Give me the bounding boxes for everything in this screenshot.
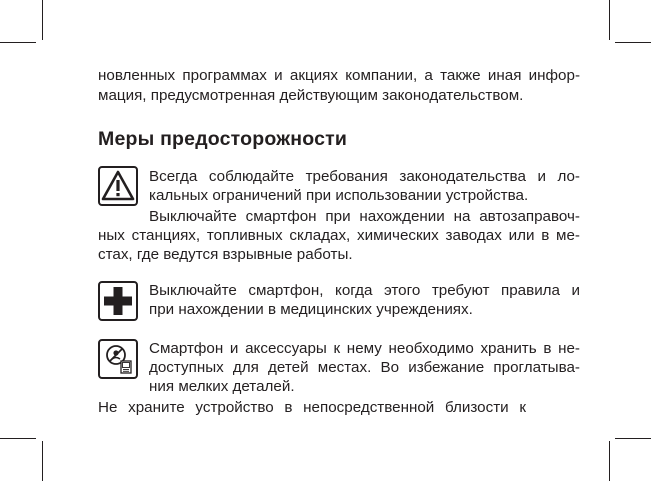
body-text-line: мация, предусмотренная действующим законодательством.: [98, 87, 524, 104]
crop-mark: [609, 0, 610, 40]
crop-mark: [42, 0, 43, 40]
medical-text-line: Выключайте смартфон, когда этого требуют правила и: [149, 282, 580, 299]
medical-cross-icon: [98, 281, 138, 321]
children-text-line: ния мелких деталей.: [149, 378, 295, 395]
children-text-line: доступных для детей местах. Во избежание проглатыва-: [149, 359, 580, 376]
body-text-line: новленных программах и акциях компании, а также иная инфор-: [98, 67, 580, 84]
warning-text-line: ных станциях, топливных складах, химических заводах или в ме-: [98, 227, 580, 244]
crop-mark: [0, 42, 36, 43]
keep-away-from-children-icon: [98, 339, 138, 379]
body-text-line: Не храните устройство в непосредственной близости к: [98, 399, 526, 416]
warning-text-line: Выключайте смартфон при нахождении на автозаправоч-: [149, 208, 580, 225]
crop-mark: [609, 441, 610, 481]
warning-text-line: стах, где ведутся взрывные работы.: [98, 246, 353, 263]
crop-mark: [615, 42, 651, 43]
crop-mark: [42, 441, 43, 481]
section-title: Меры предосторожности: [98, 128, 348, 150]
children-text-line: Смартфон и аксессуары к нему необходимо хранить в не-: [149, 340, 580, 357]
warning-text-line: кальных ограничений при использовании устройства.: [149, 187, 529, 204]
warning-text-line: Всегда соблюдайте требования законодательства и ло-: [149, 168, 580, 185]
crop-mark: [0, 438, 36, 439]
crop-mark: [615, 438, 651, 439]
warning-triangle-icon: [98, 166, 138, 206]
medical-text-line: при нахождении в медицинских учреждениях.: [149, 301, 473, 318]
